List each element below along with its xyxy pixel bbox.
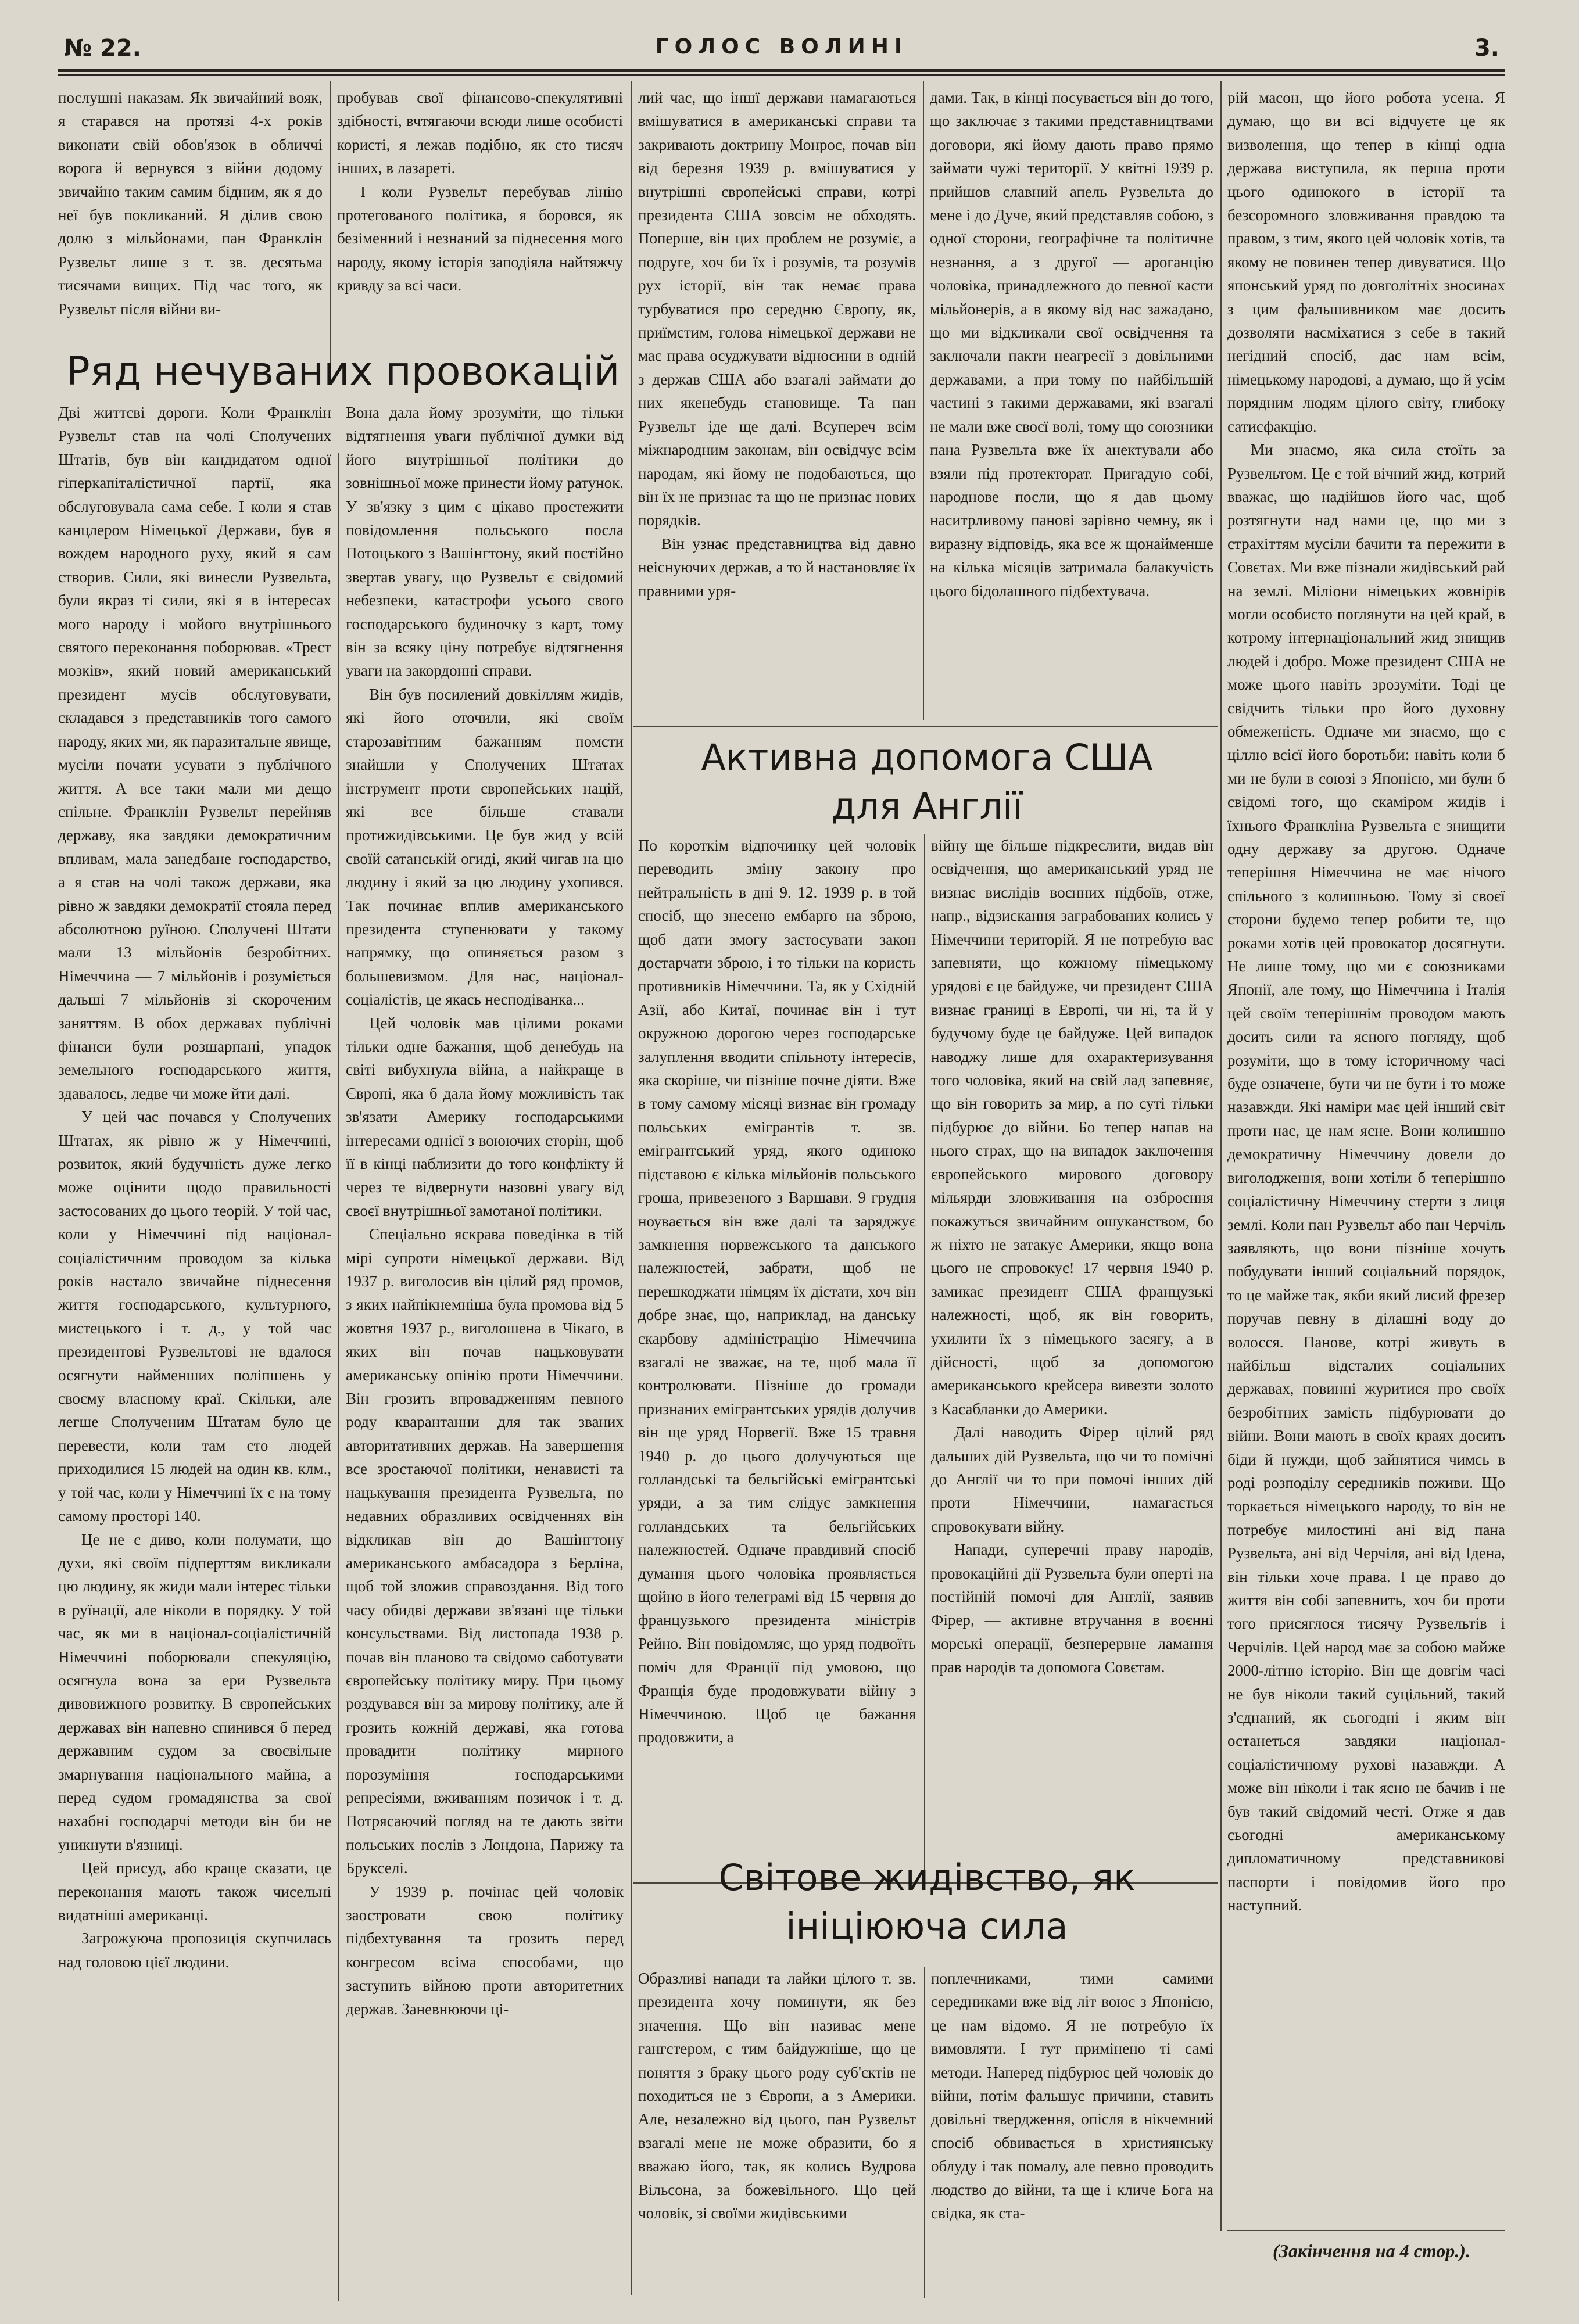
article-column bbox=[930, 86, 1213, 722]
article-column bbox=[346, 401, 624, 2295]
article-paragraph: Він був посилений довкіллям жидів, які його оточили, які своїм старозавітним бажанням помсти знайшли у Сполучених Штатах інструмент проти європейських націй, які все більше ставали протижидівськими. Це був жид у всій своїй сатанській огиді, який чигав на цю людину і який за цю людину ухопився. Так починає вплив американського президента ступенювати у такому напрямку, що опиняється разом з большевизмом. Для нас, націонал-соціалістів, це якась несподіванка... bbox=[346, 685, 624, 1009]
article-paragraph: Цей присуд, або краще сказати, це переконання мають також чисельні видатніші американці. bbox=[58, 1859, 331, 1924]
article-paragraph: У 1939 р. почінає цей чоловік заостровати свою політику підбехтування та грозить перед конгресом всіма способами, що заступить війною проти авторитетних держав. Заневнюючи ці- bbox=[346, 1882, 624, 2018]
headline-line: Активна допомога США bbox=[701, 736, 1153, 779]
article-paragraph: лий час, що іншї держави намагаються вмішуватися в американські справи та закривають доктрину Монроє, почав він від березня 1939 р. вмішуватися у внутрішні європейські справи, котрі президента США зовсім не обходять. Попершe, він цих проблем не розуміє, а подруге, хоч би їх і розумів, та розумів рух історії, він так немає права турбуватися про середню Європу, як, приїмстим, голова німецької держави не має права осуджувати відносини в одній з держав США або взагалі займати до них якенебудь становище. Та пан Рузвельт іде ще далі. Всупереч всім міжнародним законам, він освідчує всім народам, які йому не подобаються, що він їх не признає та що не признає нових порядків. bbox=[638, 89, 916, 529]
article-column bbox=[58, 401, 331, 2295]
column-divider bbox=[338, 453, 339, 2301]
article-text bbox=[638, 86, 916, 602]
article-text bbox=[346, 401, 624, 2021]
article-paragraph: Загрожуюча пропозиція скупчилась над головою цієї людини. bbox=[58, 1930, 331, 1971]
article-text bbox=[58, 401, 331, 1974]
masthead bbox=[58, 31, 1505, 66]
headline-text: Ряд нечуваних провокацій bbox=[66, 349, 620, 394]
article-column bbox=[58, 86, 323, 371]
newspaper-title: ГОЛОС ВОЛИНІ bbox=[655, 35, 908, 59]
article-paragraph: пробував свої фінансово-спекулятивні здібності, вчтягаючи всюди лише особисті користі, я лежав подібно, як сто тисяч інших, в лазареті. bbox=[337, 89, 623, 177]
headline-line: ініціююча сила bbox=[786, 1905, 1068, 1948]
article-column bbox=[1227, 86, 1505, 2236]
headline-line: Світове жидівство, як bbox=[718, 1856, 1136, 1899]
article-text bbox=[638, 1967, 916, 2225]
article-text bbox=[931, 834, 1213, 1679]
article-column bbox=[931, 1967, 1213, 2298]
continuation-note: (Закінчення на 4 стор.). bbox=[1273, 2240, 1470, 2261]
headline-jewry bbox=[636, 1853, 1218, 1951]
article-column bbox=[337, 86, 623, 371]
article-paragraph: Цей чоловік мав цілими роками тільки одне бажання, щоб денебудь на світі вибухнула війна, а найкраще в Європі, яка б дала йому можливість так зв'язати Америку господарськими інтересами однієї з воюючих сторін, щоб її в кінці наблизити до того конфлікту й через те відвернути назовні увагу від своєї внутрішньої замотаної політики. bbox=[346, 1014, 624, 1220]
column-divider bbox=[924, 834, 925, 1880]
article-column bbox=[638, 834, 916, 1877]
headline-line: для Англії bbox=[831, 785, 1023, 827]
article-column bbox=[638, 1967, 916, 2298]
section-divider bbox=[633, 726, 1218, 727]
article-text bbox=[931, 1967, 1213, 2225]
article-paragraph: війну ще більше підкреслити, видав він освідчення, що американський уряд не визнає вислідів воєнних підбоїв, отже, напр., відзискання заграбованих колись у Німеччини територій. Я не потребую вас запевняти, що кожному німецькому урядові є це байдуже, чи президент США визнає границі в Европі, чи ні, та й у будучому буде це байдуже. Цей випадок наводжу лише для охарактеризування того чоловіка, який на свій лад запевняє, що він говорить за мир, а по суті тільки підбурює до війни. Бо тепер напав на нього страх, що на випадок заключення європейського мирового договору мільярди зловживання на озброєння покажуться звичайним ошуканством, бо ж ніхто не затакує Америки, якщо вона цього не спровокує! 17 червня 1940 р. замикає президент США французькі належності, щоб, як він говорить, ухилити їх з німецького засягу, а в дійсності, щоб за допомогою американського крейсера вивезти золото з Касабланки до Америки. bbox=[931, 837, 1213, 1418]
article-paragraph: Дві життєві дороги. Коли Франклін Рузвельт став на чолі Сполучених Штатів, був він кандидатом одної гіперкапіталістичної партії, яка обслуговувала сама себе. І коли я став канцлером Німецької Держави, був я вождем народного руху, який я сам створив. Сили, які винесли Рузвельта, були якраз ті сили, які я в інтересах мого народу і мойого внутрішнього святого переконання поборював. «Трест мозків», який новий американський президент мусів обслуговувати, складався з представників того самого народу, яких ми, як паразитальне явище, мусіли почати усувати з публічного життя. А все таки мали ми дещо спільне. Франклін Рузвельт перейняв державу, яка завдяки демократичним впливам, мала занедбане господарство, а я став на чолі також держави, яка рівно ж завдяки демократії стояла перед абсолютною руїною. Сполучені Штати мали 13 мільйонів безробітних. Німеччина — 7 мільйонів і розуміється дальші 7 мільйонів зі скороченим заняттям. В обох державах публічні фінанси були розшарпані, упадок земельного господарського життя, здавалось, ледве чи може йти далі. bbox=[58, 404, 331, 1102]
article-paragraph: По короткім відпочинку цей чоловік переводить зміну закону про нейтральність в дні 9. 12. 1939 р. в той спосіб, що знесено ембарго на зброю, щоб дати змогу застосувати закон достарчати зброю, і то тільки на користь противників Німеччини. Та, як у Східній Азії, або Китаї, починає він і тут окружною дорогою через господарське залуплення вводити спільноту інтересів, яка скоріше, чи пізніше почне діяти. Вже в тому самому місяці визнає він громаду польських емігрантів т. зв. емігрантський уряд, якого одиноко підставою є кілька мільйонів польського гроша, привезеного з Варшави. 9 грудня ноувається він вже далі та заряджує замкнення норвежського та данського належностей, забрати, щоб не перешкоджати німцям їх дістати, хоч він добре знає, що, наприклад, на данську скарбову адміністрацію Німеччина взагалі не зважає, на те, щоб мала її контролювати. Пізніше до громади признаних емігрантських урядів долучив він ще уряд Норвегії. Вже 15 травня 1940 р. до цього долучуються ще голландські та бельгійські емігрантські уряди, а за тим слідує замкнення голландських та бельгійських належностей. Одначе правдивий спосіб думання цього чоловіка проявляється щойно в його телеграмі від 15 червня до французького президента міністрів Рейно. Він повідомляє, що уряд подвоїть поміч для Франції під умовою, що Франція буде продовжувати війну з Німеччиною. Щоб це бажання продовжити, а bbox=[638, 837, 916, 1746]
article-paragraph: Вона дала йому зрозуміти, що тільки відтягнення уваги публічної думки від його внутрішньої політики до зовнішньої може принести йому ратунок. У зв'язку з цим є цікаво простежити повідомлення польського посла Потоцького з Вашінгтону, який постійно звертав увагу, що Рузвельт є свідомий небезпеки, катастрофи усього свого господарського будиночку з карт, тому він за всяку ціну потребує відтягнення уваги на закордонні справи. bbox=[346, 404, 624, 680]
article-paragraph: послушні наказам. Як звичайний вояк, я старався на протязі 4-х років виконати свій обов'язок в обличчі ворога й вернувся з війни додому звичайно таким самим бідним, як я до неї був покликаний. Я ділив свою долю з мільйонами, пан Франклін Рузвельт лише з т. зв. десятьма тисячами вищих. Під час того, як Рузвельт після війни ви- bbox=[58, 89, 323, 318]
column-divider bbox=[1220, 81, 1222, 2231]
column-divider bbox=[631, 81, 632, 2295]
article-column bbox=[931, 834, 1213, 1877]
headline-usa-help bbox=[636, 733, 1218, 831]
article-paragraph: Напади, суперечні праву народів, провокаційні дії Рузвельта були оперті на постійній помочі для Англії, заявив Фірер, — активне втручання в воєнні морські операції, безперервне ламання прав народів та допомога Совєтам. bbox=[931, 1541, 1213, 1676]
article-paragraph: Далі наводить Фірер цілий ряд дальших дій Рузвельта, що чи то помічні до Англії чи то при помочі інших дій проти Німеччини, намагається спровокувати війну. bbox=[931, 1423, 1213, 1535]
article-paragraph: Образливі напади та лайки цілого т. зв. президента хочу поминути, як без значення. Що він називає мене гангстером, є тим байдужніше, що це поняття з браку цього роду суб'єктів не походиться не з Європи, а з Америки. Але, незалежно від цього, пан Рузвельт взагалі мене не може образити, бо я вважаю його, так, як колись Вудрова Вільсона, за божевільного. Що цей чоловік, зі своїми жидівськими bbox=[638, 1970, 916, 2222]
article-text bbox=[337, 86, 623, 297]
column-divider bbox=[923, 81, 924, 720]
closing-rule bbox=[1227, 2230, 1505, 2231]
article-paragraph: дами. Так, в кінці посувається він до того, що заключає з такими представництвами договори, які йому дають право прямо займати чужі території. У квітні 1939 р. прийшов славний апель Рузвельта до мене і до Дуче, який представляв собою, з одної сторони, географічне та політичне незнання, а з другої — ароганцію чоловіка, принадлежного до певної касти мільйонерів, а в якому від нас зажадано, що ми відкликали свої освідчення та заключали пакти неагресії з довільними державами, а при тому по найбільшій частині з такими державами, які взагалі не мали вже своєї волі, тому що союзники пана Рузвельта вже їх анектували або взяли під протекторат. Пригадую собі, народнове посли, що я дав цьому наситрливому панові зарівно чемну, як і виразну відповідь, яка все ж щонайменше на кілька місяців затримала балакучість цього бідолашного підбехтувача. bbox=[930, 89, 1213, 600]
article-text bbox=[930, 86, 1213, 602]
article-column bbox=[638, 86, 916, 722]
masthead-rule-thin bbox=[58, 74, 1505, 76]
issue-number: № 22. bbox=[64, 35, 141, 62]
column-divider bbox=[330, 81, 331, 375]
article-paragraph: У цей час почався у Сполучених Штатах, як рівно ж у Німеччині, розвиток, який будучність дуже легко може оцінити щодо правильності застосованих до цього теорій. У той час, коли у Німеччині під націонал-соціалістичним проводом за кілька років настало звичайне піднесення життя господарського, культурного, мистецького і т. д., у той час президентові Рузвельтові не вдалося осягнути найменших поліпшень у своєму власному краї. Скільки, але легше Сполученим Штатам було це перевести, коли там сто людей приходилися 15 людей на один кв. клм., у той час, коли у Німеччині їх є на тому самому просторі 140. bbox=[58, 1108, 331, 1525]
article-paragraph: Він узнає представництва від давно неіснуючих держав, а то й настановляє їх правними уря- bbox=[638, 535, 916, 600]
column-divider bbox=[924, 1967, 925, 2298]
article-paragraph: І коли Рузвельт перебував лінію протегованого політика, я боровся, як безіменний і незнаний за піднесення мого народу, якому історія заподіяла найтяжчу кривду за всі часи. bbox=[337, 182, 623, 295]
article-text bbox=[1227, 86, 1505, 1917]
article-text bbox=[638, 834, 916, 1749]
article-paragraph: Спеціально яскрава поведінка в тій мірі супроти німецької держави. Від 1937 р. виголосив він цілий ряд промов, з яких найпікнемніша була промова від 5 жовтня 1937 р., виголошена в Чікаго, в яких він почав нацьковувати американську опінію проти Німеччини. Він грозить впровадженням певного роду кварантанни для так званих авторитативних держав. На завершення все зростаючої політики, ненависті та нацькування президента Рузвельта, по недавних образливих освідченнях він відкликав він до Вашінгтону американського амбасадора з Берліна, щоб той зложив справоздання. Від того часу обидві держави зв'язані ще тільки консульствами. Від листопада 1938 р. почав він планово та свідомо саботувати європейську політику миру. При цьому роздувався він за мирову політику, але й грозить кожній державі, яка готова провадити політику мирного порозуміння господарськими репресіями, вживанням позичок і т. д. Потрясаючий погляд на те дають звіти польських послів з Лондона, Парижу та Брукселі. bbox=[346, 1225, 624, 1877]
article-paragraph: Ми знаємо, яка сила стоїть за Рузвельтом. Це є той вічний жид, котрий вважає, що надійшов його час, щоб розтягнути над нами це, що ми з страхіттям мусіли бачити та пережити в Совєтах. Ми вже пізнали жидівський рай на землі. Міліони німецьких жовнірів могли особисто поглянути на цей край, в котрому інтернаціональний жид знищив людей і добро. Може президент США не може цього навіть зрозуміти. Тоді це свідчить тільки про його духовну обмеженість. Одначе ми знаємо, що є ціллю всієї його боротьби: навіть коли б ми не були в союзі з Японією, ми були б свідомі того, що скаміром жидів і їхнього Франкліна Рузвельта є знищити одну державу за другою. Одначе теперішня Німеччина не має нічого спільного з колишньою. Тому зі своєї сторони будемо тепер робити те, що роками хотів цей провокатор досягнути. Не лише тому, що ми є союзниками Японії, але тому, що Німеччина і Італія цей своїм теперішнім проводом мають досить сили та ясного погляду, щоб розуміти, що в тому історичному часі буде означене, бути чи не бути і то може назавжди. Які наміри має цей інший світ проти нас, це нам ясне. Вони колишню демократичну Німеччину довели до виголодження, вони хотіли б теперішню соціалістичну Німеччину стерти з лиця землі. Коли пан Рузвельт або пан Черчіль заявляють, що вони пізніше хочуть побудувати інший соціальний порядок, то це майже так, якби який лисий фрезер поручав певну в ділашні воду до волосся. Панове, котрі живуть в найбільш відсталих соціальних державах, повинні журитися про своїх безробітних замість підбурювати до війни. Вони мають в своїх краях досить біди й нужди, щоб зайнятися чимсь в роді розподілу середників поживи. Що торкається німецького народу, то він не потребує милостині ані від пана Рузвельта, ані від Черчіля, ані від Ідена, він тільки хоче права. І це право до життя він собі запевнить, хоч би проти того присяглося тисячу Рузвельтів і Черчілів. Цей народ має за собою майже 2000-літню історію. Він ще довгім часі не був ніколи такий суцільний, такий з'єднаний, як сьогодні і яким він останеться завдяки націонал-соціалістичному руховi назавжди. А може він ніколи і так ясно не бачив і не був такий свідомий честі. Отже я дав сьогодні американському дипломатичному представникові паспорти і повідомив його про наступний. bbox=[1227, 441, 1505, 1914]
article-paragraph: Це не є диво, коли полумати, що духи, які своїм підперттям викликали цю людину, як жиди мали інтерес тільки в руїнації, але ніколи в порядку. У той час, як ми в націонал-соціалістичній Німеччині поборювали спекуляцію, осягнула вона за ери Рузвельта дивовижного розвитку. В європейських державах він напевно спинився б перед державним судом за своєвільне змарнування національного майна, а перед судом громадянства за свої нахабні господарчі методи він би не уникнути в'язниці. bbox=[58, 1530, 331, 1853]
article-paragraph: поплечниками, тими самими середниками вже від літ воює з Японією, це нам відомо. Я не потребую їх вимовляти. І тут примінено ті самі методи. Наперед підбурює цей чоловік до війни, потім фальшує причини, ставить довільні твердження, опісля в нікчемний спосіб обвивається в християнську облуду і так помалу, але певно проводить людство до війни, та ще і кличе Бога на свідка, як ста- bbox=[931, 1970, 1213, 2222]
headline-provocations bbox=[58, 349, 628, 395]
article-paragraph: рій масон, що його робота усена. Я думаю, що ви всі відчуєте це як визволення, що тепер в кінці одна держава виступила, як перша проти цього одинокого в історії та безсоромного зловживання правдою та правом, з тим, якого цей чоловік хотів, та якому не повинен тепер дивуватися. Що японський уряд по довголітніх зносинах з цим фальшивником має досить дозволяти насміхатися з себе в такий негідний спосіб, дає нам всім, німецькому народові, а думаю, що й усім порядним людям цілого світу, глибоку сатисфакцію. bbox=[1227, 89, 1505, 435]
masthead-rule bbox=[58, 69, 1505, 72]
page-number: 3. bbox=[1474, 35, 1499, 62]
